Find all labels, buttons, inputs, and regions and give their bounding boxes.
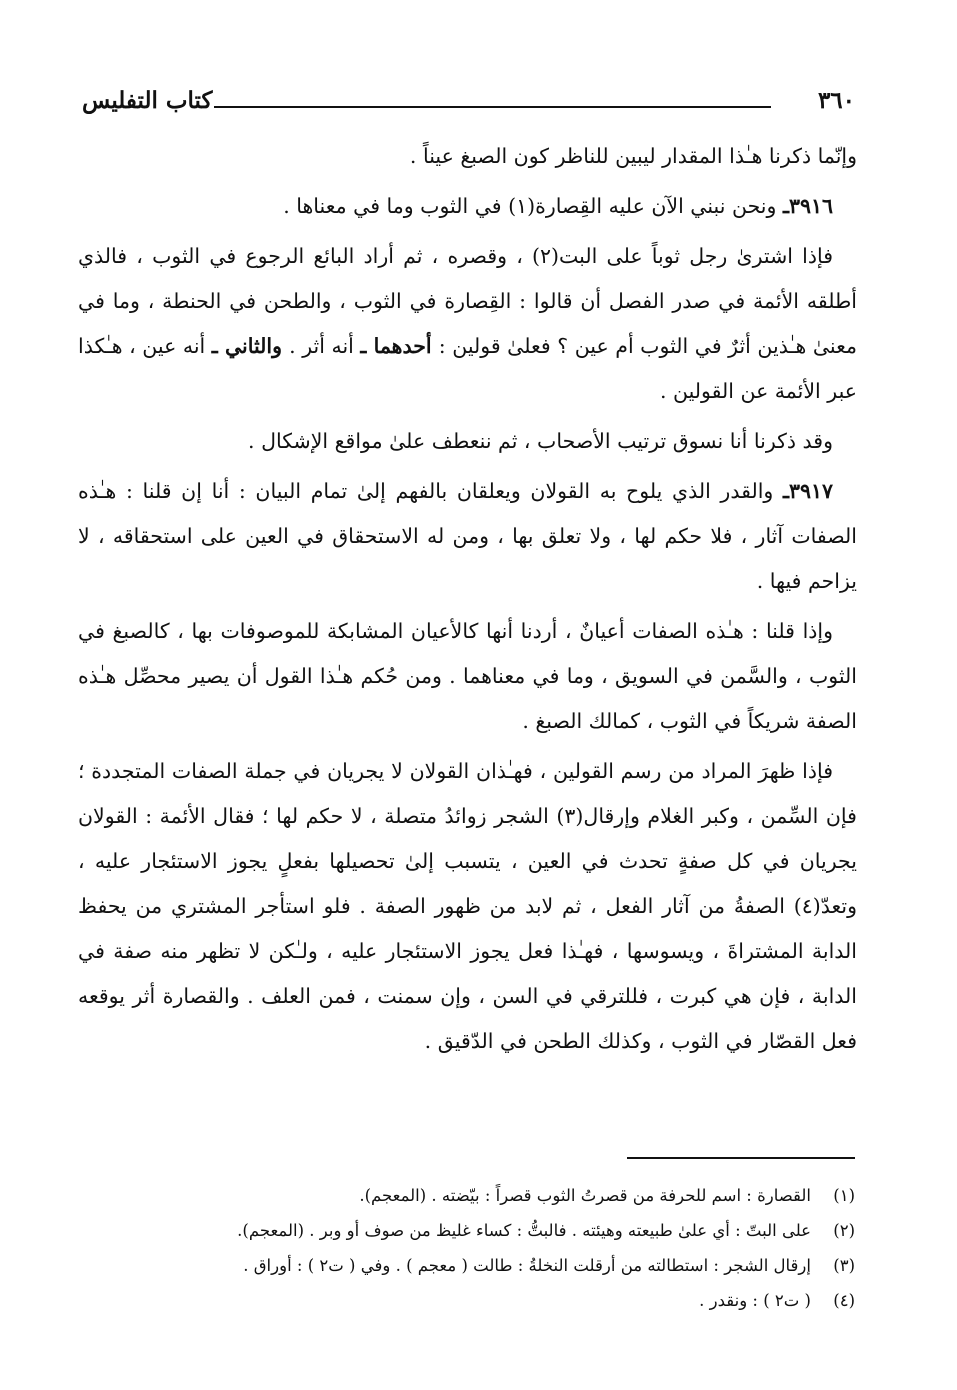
section-number-3916: ٣٩١٦ـ [782,194,833,218]
footnote-text: على البتّ : أي علىٰ طبيعته وهيئته . فالبتُّ : كساء غليظ من صوف أو وبر . (المعجم). [237,1221,811,1240]
footnote-1 [90,1178,855,1213]
paragraph-1-text: وإنّما ذكرنا هـٰذا المقدار ليبين للناظر كون الصبغ عيناً . [409,144,857,168]
footnote-text: القصارة : اسم للحرفة من قصرتُ الثوب قصراً : بيّضته . (المعجم). [359,1186,811,1205]
section-number-3917: ٣٩١٧ـ [782,479,833,503]
second-opinion-text: أنه عين ، هـٰكذا عبر الأئمة عن القولين . [78,334,857,403]
paragraph-1 [78,134,857,179]
paragraph-7 [78,749,857,1064]
footnote-3 [90,1248,855,1283]
page-header [82,86,855,122]
header-rule [214,106,771,108]
page-number: ٣٦٠ [817,87,855,114]
footnotes [90,1178,855,1318]
paragraph-5-text: والقدر الذي يلوح به القولان ويعلقان بالفهم إلىٰ تمام البيان : أنا إن قلنا : هـٰذه الصفات آثار ، فلا حكم لها ، ولا تعلق بها ، ومن له الاستحقاق في العين على استحقاقه ، لا يزاحم فيها . [78,479,857,593]
paragraph-4-text: وقد ذكرنا أنا نسوق ترتيب الأصحاب ، ثم ننعطف علىٰ مواقع الإشكال . [248,429,833,453]
paragraph-5 [78,469,857,604]
paragraph-3-text: فإذا اشترىٰ رجل ثوباً على البت(٢) ، وقصره ، ثم أراد البائع الرجوع في الثوب ، فالذي أطلقه الأئمة في صدر الفصل أن قالوا : القِصارة في الثوب ، والطحن في الحنطة ، وما في معنىٰ هـٰذين أثرٌ في الثوب أم عين ؟ فعلىٰ قولين : [78,244,857,358]
footnote-text: إرقال الشجر : استطالته من أرقلت النخلةُ : طالت ( معجم ) . وفي ( ت٢ ) : أوراق . [243,1256,811,1275]
first-opinion-label: أحدهما ـ [360,334,439,358]
footnote-separator [627,1157,855,1159]
paragraph-6 [78,609,857,744]
paragraph-2-text: ونحن نبني الآن عليه القِصارة(١) في الثوب وما في معناها . [283,194,783,218]
second-opinion-label: والثاني ـ [211,334,290,358]
paragraph-6-text: وإذا قلنا : هـٰذه الصفات أعيانٌ ، أردنا أنها كالأعيان المشابكة للموصوفات بها ، كالصبغ في الثوب ، والسَّمن في السويق ، وما في معناهما . ومن حُكم هـٰذا القول أن يصير محصِّل هـٰذه الصفة شريكاً في الثوب ، كمالك الصبغ . [78,619,857,733]
main-text [78,134,857,1069]
footnote-mark: (٤) [833,1291,855,1310]
paragraph-7-text: فإذا ظهرَ المراد من رسم القولين ، فهـٰذان القولان لا يجريان في جملة الصفات المتجددة ؛ فإن السِّمن ، وكبر الغلام وإرقال(٣) الشجر زوائدُ متصلة ، لا حكم لها ؛ فقال الأئمة : القولان يجريان في كل صفةٍ تحدث في العين ، يتسبب إلىٰ تحصيلها بفعلٍ يجوز الاستئجار عليه ، وتعدّ(٤) الصفةُ من آثار الفعل ، ثم لابد من ظهور الصفة . فلو استأجر المشتري من يحفظ الدابة المشتراةَ ، ويسوسها ، فهـٰذا فعل يجوز الاستئجار عليه ، ولـٰكن لا تظهر منه صفة في الدابة ، فإن هي كبرت ، فللترقي في السن ، وإن سمنت ، فمن العلف . والقصارة أثر يوقعه فعل القصّار في الثوب ، وكذلك الطحن في الدّقيق . [78,759,857,1053]
book-title: كتاب التفليس [82,87,213,114]
first-opinion-text: أنه أثر . [289,334,361,358]
footnote-mark: (٢) [833,1221,855,1240]
footnote-2 [90,1213,855,1248]
footnote-mark: (٣) [833,1256,855,1275]
paragraph-3 [78,234,857,414]
footnote-text: ( ت٢ ) : ونقدر . [699,1291,811,1310]
paragraph-2 [78,184,857,229]
paragraph-4 [78,419,857,464]
footnote-mark: (١) [833,1186,855,1205]
footnote-4 [90,1283,855,1318]
